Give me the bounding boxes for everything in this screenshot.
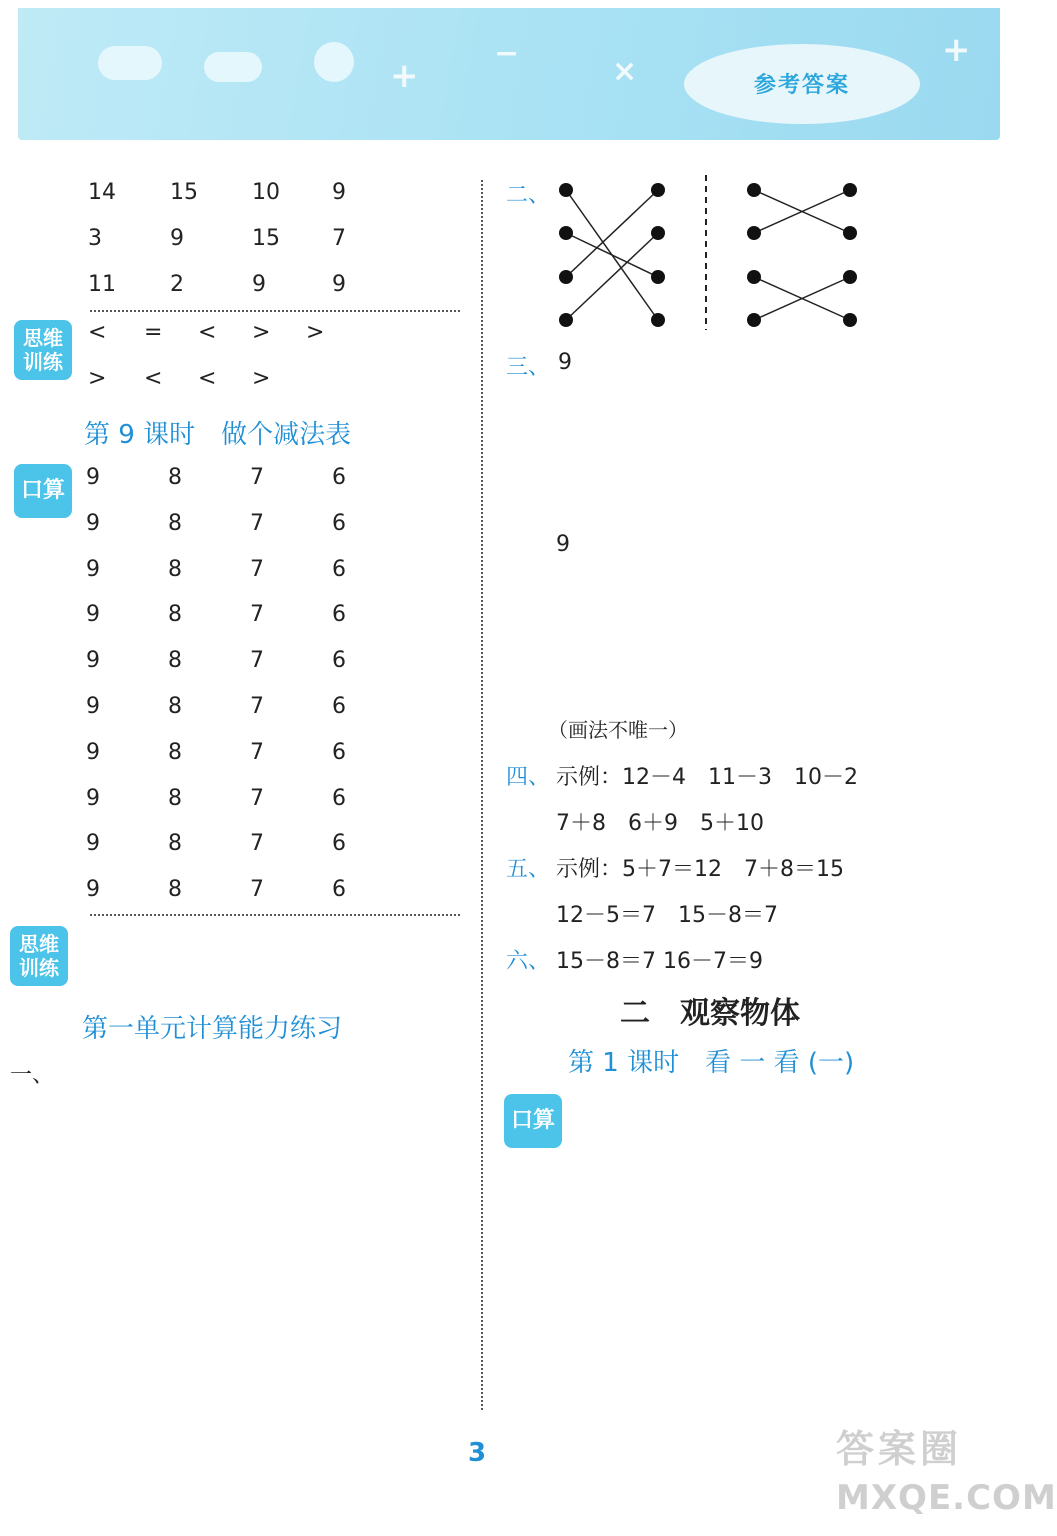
question-5-line-2: 12－5＝7 15－8＝7 <box>556 903 778 928</box>
answer-cell: < <box>144 366 163 391</box>
answer-cell: 9 <box>86 602 100 628</box>
answer-cell: < <box>198 366 217 391</box>
answer-cell: 9 <box>86 465 100 490</box>
answer-cell: 9 <box>86 556 100 582</box>
answer-cell: 10 <box>252 180 280 205</box>
answer-cell: 6 <box>332 602 346 628</box>
answer-cell: 8 <box>168 465 182 490</box>
section-divider <box>90 310 460 312</box>
question-3-answer-1: 9 <box>558 350 572 375</box>
answer-cell: 9 <box>86 785 100 811</box>
answer-cell: 14 <box>88 180 116 205</box>
answer-cell: 8 <box>168 785 182 811</box>
question-6-line: 15－8＝7 16－7＝9 <box>556 949 763 974</box>
answer-cell: 8 <box>168 648 182 674</box>
answer-cell: 3 <box>88 226 102 251</box>
watermark-logo: 答案圈 <box>836 1427 963 1471</box>
answer-cell: = <box>144 320 163 345</box>
question-3-answer-2: 9 <box>556 532 570 557</box>
column-divider <box>481 180 483 1410</box>
answer-cell: 8 <box>168 831 182 857</box>
answer-cell: > <box>252 320 271 345</box>
answer-cell: 6 <box>332 877 346 903</box>
answer-cell: 6 <box>332 785 346 811</box>
header-title: 参考答案 <box>753 73 850 98</box>
answer-cell: > <box>88 366 107 391</box>
answer-cell: 9 <box>170 226 184 251</box>
rain-cloud-icon <box>204 52 262 82</box>
unit-2-title: 二 观察物体 <box>620 996 800 1031</box>
answer-cell: 8 <box>168 602 182 628</box>
answer-cell: 2 <box>170 272 184 297</box>
answer-cell: 9 <box>332 180 346 205</box>
answer-cell: 7 <box>250 785 264 811</box>
answer-cell: 11 <box>88 272 116 297</box>
question-3-label: 三、 <box>506 355 551 380</box>
answer-cell: 7 <box>250 739 264 765</box>
kousuan-tag: 口算 <box>14 464 72 518</box>
question-4-label: 四、 <box>506 765 551 790</box>
number-line-2 <box>548 576 908 700</box>
answer-cell: 6 <box>332 831 346 857</box>
question-4-line-1: 示例：12－4 11－3 10－2 <box>556 765 858 790</box>
answer-cell: 9 <box>86 877 100 903</box>
question-2-label: 二、 <box>506 183 551 208</box>
answer-cell: 8 <box>168 510 182 536</box>
kousuan-tag: 口算 <box>504 1094 562 1148</box>
answer-cell: 8 <box>168 739 182 765</box>
answer-cell: 15 <box>170 180 198 205</box>
answer-cell: < <box>198 320 217 345</box>
section-divider <box>90 914 460 916</box>
answer-cell: 9 <box>86 739 100 765</box>
answer-cell: < <box>88 320 107 345</box>
answer-cell: 6 <box>332 556 346 582</box>
answer-cell: 6 <box>332 465 346 490</box>
answer-cell: > <box>252 366 271 391</box>
siwei-tag: 思维训练 <box>10 926 68 986</box>
answer-cell: 7 <box>250 465 264 490</box>
answer-cell: 6 <box>332 648 346 674</box>
watermark-url: MXQE.COM <box>836 1478 1057 1518</box>
unit-1-title: 第一单元计算能力练习 <box>82 1014 343 1044</box>
number-line-1 <box>548 394 908 518</box>
question-5-line-1: 示例：5＋7＝12 7＋8＝15 <box>556 857 844 882</box>
answer-cell: 7 <box>250 831 264 857</box>
answer-cell: 15 <box>252 226 280 251</box>
plus-icon: + <box>942 30 971 70</box>
times-icon: × <box>612 54 638 89</box>
answer-cell: 8 <box>168 877 182 903</box>
answer-cell: 6 <box>332 694 346 719</box>
answer-cell: 9 <box>86 510 100 536</box>
answer-cell: 9 <box>86 694 100 719</box>
lesson-1-title: 第 1 课时 看 一 看 (一) <box>568 1048 855 1078</box>
question-4-line-2: 7＋8 6＋9 5＋10 <box>556 811 764 836</box>
lesson-9-title: 第 9 课时 做个减法表 <box>84 420 352 450</box>
drawing-note: （画法不唯一） <box>548 718 688 742</box>
sun-icon <box>314 42 354 82</box>
answer-cell: 7 <box>250 556 264 582</box>
answer-cell: 7 <box>250 648 264 674</box>
page-number: 3 <box>468 1438 487 1468</box>
question-6-label: 六、 <box>506 949 551 974</box>
answer-cell: 7 <box>250 877 264 903</box>
answer-cell: 7 <box>250 694 264 719</box>
answer-cell: 7 <box>250 510 264 536</box>
answer-cell: 6 <box>332 510 346 536</box>
matching-diagram <box>540 170 880 340</box>
question-5-label: 五、 <box>506 857 551 882</box>
answer-cell: 9 <box>86 648 100 674</box>
answer-cell: 9 <box>252 272 266 297</box>
answer-cell: 8 <box>168 694 182 719</box>
minus-icon: − <box>494 36 520 71</box>
answer-cell: 9 <box>86 831 100 857</box>
question-1-label: 一、 <box>10 1063 55 1088</box>
siwei-tag: 思维训练 <box>14 320 72 380</box>
answer-cell: 7 <box>250 602 264 628</box>
answer-cell: 7 <box>332 226 346 251</box>
answer-cell: 9 <box>332 272 346 297</box>
answer-cell: > <box>306 320 325 345</box>
cloud-icon <box>98 46 162 80</box>
answer-cell: 8 <box>168 556 182 582</box>
answer-cell: 6 <box>332 739 346 765</box>
plus-icon: + <box>390 56 419 96</box>
